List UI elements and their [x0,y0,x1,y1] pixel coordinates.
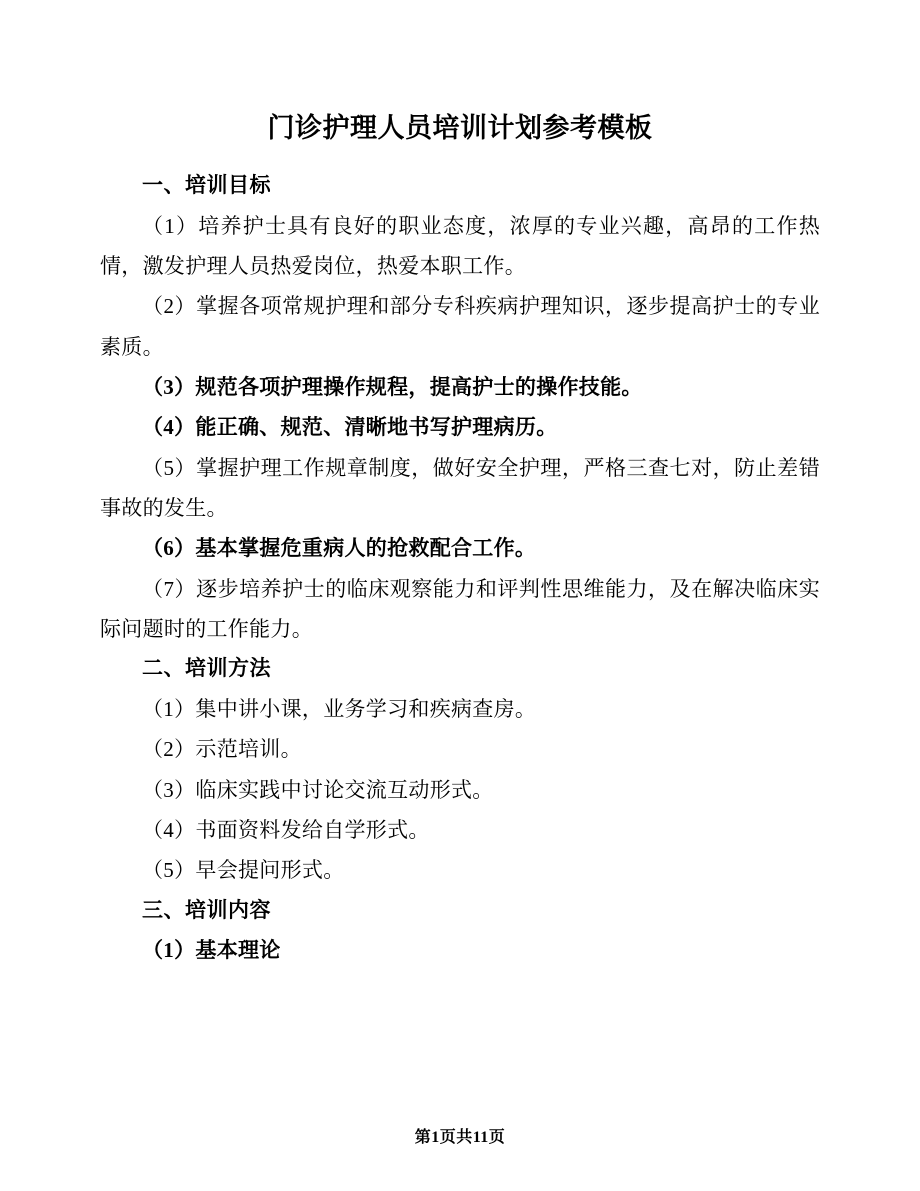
section-heading: 一、培训目标 [142,172,271,197]
paragraph: （6）基本掌握危重病人的抢救配合工作。 [142,536,537,561]
paragraph: （2）掌握各项常规护理和部分专科疾病护理知识，逐步提高护士的专业素质。 [100,294,820,359]
paragraph: （5）早会提问形式。 [142,858,345,883]
paragraph: （3）临床实践中讨论交流互动形式。 [142,777,494,802]
document-body [100,166,820,971]
paragraph: （3）规范各项护理操作规程，提高护士的操作技能。 [142,374,643,399]
paragraph: （1）培养护士具有良好的职业态度，浓厚的专业兴趣，高昂的工作热情，激发护理人员热爱岗位，热爱本职工作。 [100,213,820,278]
paragraph: （7）逐步培养护士的临床观察能力和评判性思维能力，及在解决临床实际问题时的工作能力。 [100,576,820,641]
paragraph: （4）书面资料发给自学形式。 [142,817,430,842]
paragraph: （2）示范培训。 [142,737,302,762]
paragraph: （5）掌握护理工作规章制度，做好安全护理，严格三查七对，防止差错事故的发生。 [100,455,820,520]
section-heading: 二、培训方法 [142,656,271,681]
page-footer: 第1页共11页 [414,1129,506,1146]
paragraph: （1）集中讲小课，业务学习和疾病查房。 [142,697,537,722]
paragraph: （4）能正确、规范、清晰地书写护理病历。 [142,415,558,440]
paragraph: （1）基本理论 [142,938,281,963]
section-heading: 三、培训内容 [142,897,271,922]
page-title: 门诊护理人员培训计划参考模板 [267,113,653,143]
